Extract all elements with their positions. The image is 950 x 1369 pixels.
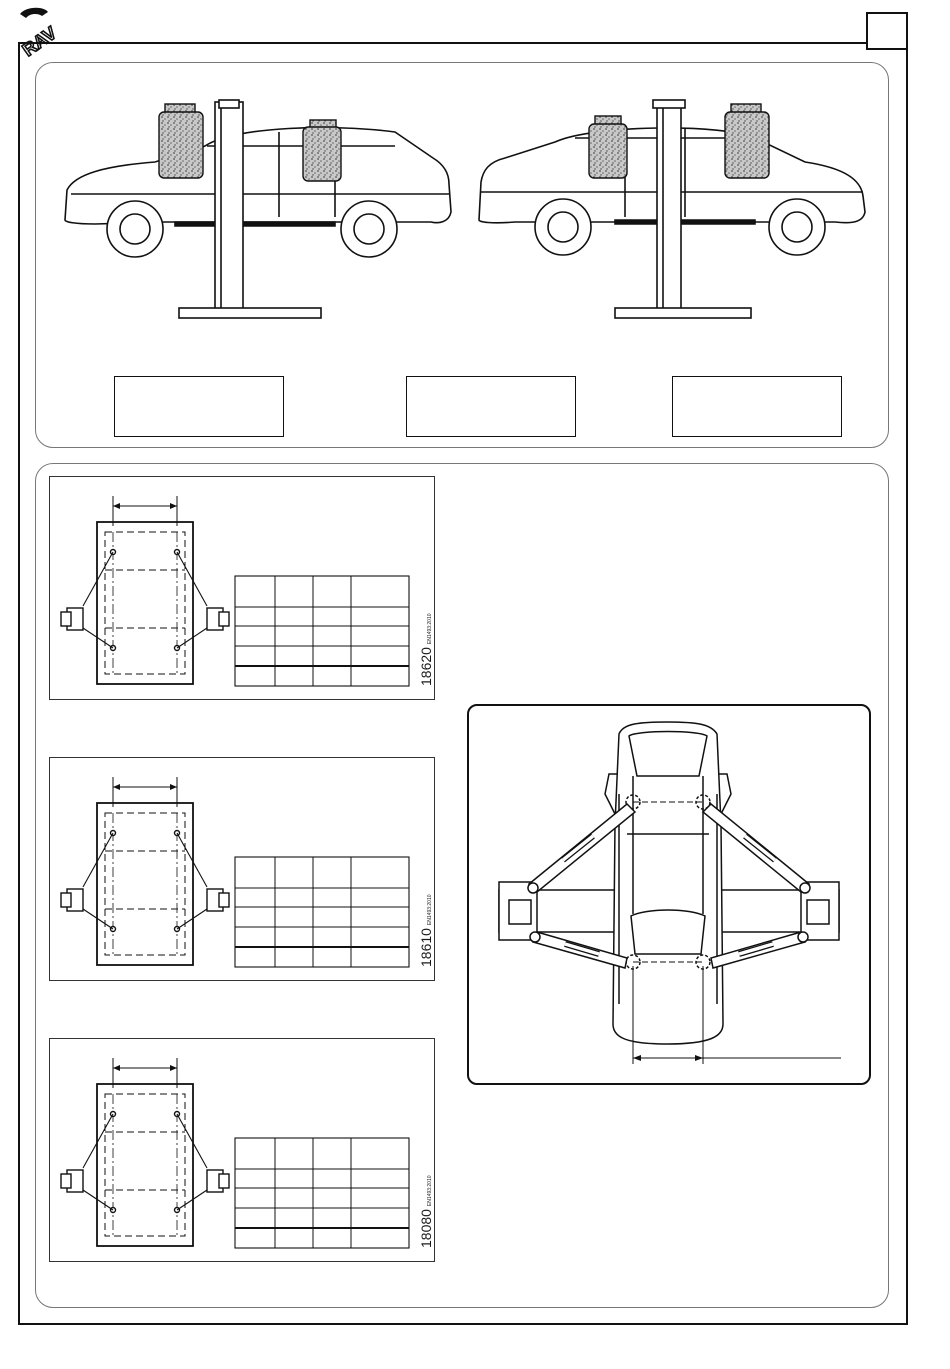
model-norm: EN1493:2010 xyxy=(427,1175,433,1207)
lift-plan-diagram xyxy=(49,757,435,981)
model-number: 18080 xyxy=(418,1209,434,1248)
spec-box-center xyxy=(406,376,576,437)
model-number: 18610 xyxy=(418,928,434,967)
spec-box-right xyxy=(672,376,842,437)
weight-icon xyxy=(589,116,627,178)
model-number: 18620 xyxy=(418,647,434,686)
lift-side-view-illustration xyxy=(35,62,889,362)
model-label xyxy=(418,1175,436,1248)
model-norm: EN1493:2010 xyxy=(427,894,433,926)
svg-text:RAV: RAV xyxy=(18,22,61,61)
lift-plan-diagram xyxy=(49,1038,435,1262)
corner-box xyxy=(866,12,908,50)
model-label xyxy=(418,613,436,686)
car-side-view-left xyxy=(65,128,451,257)
model-label xyxy=(418,894,436,967)
spec-box-left xyxy=(114,376,284,437)
lift-plan-diagram xyxy=(49,476,435,700)
weight-icon xyxy=(159,104,203,178)
weight-icon xyxy=(725,104,769,178)
model-norm: EN1493:2010 xyxy=(427,613,433,645)
weight-icon xyxy=(303,120,341,181)
car-top-view xyxy=(467,704,871,1085)
